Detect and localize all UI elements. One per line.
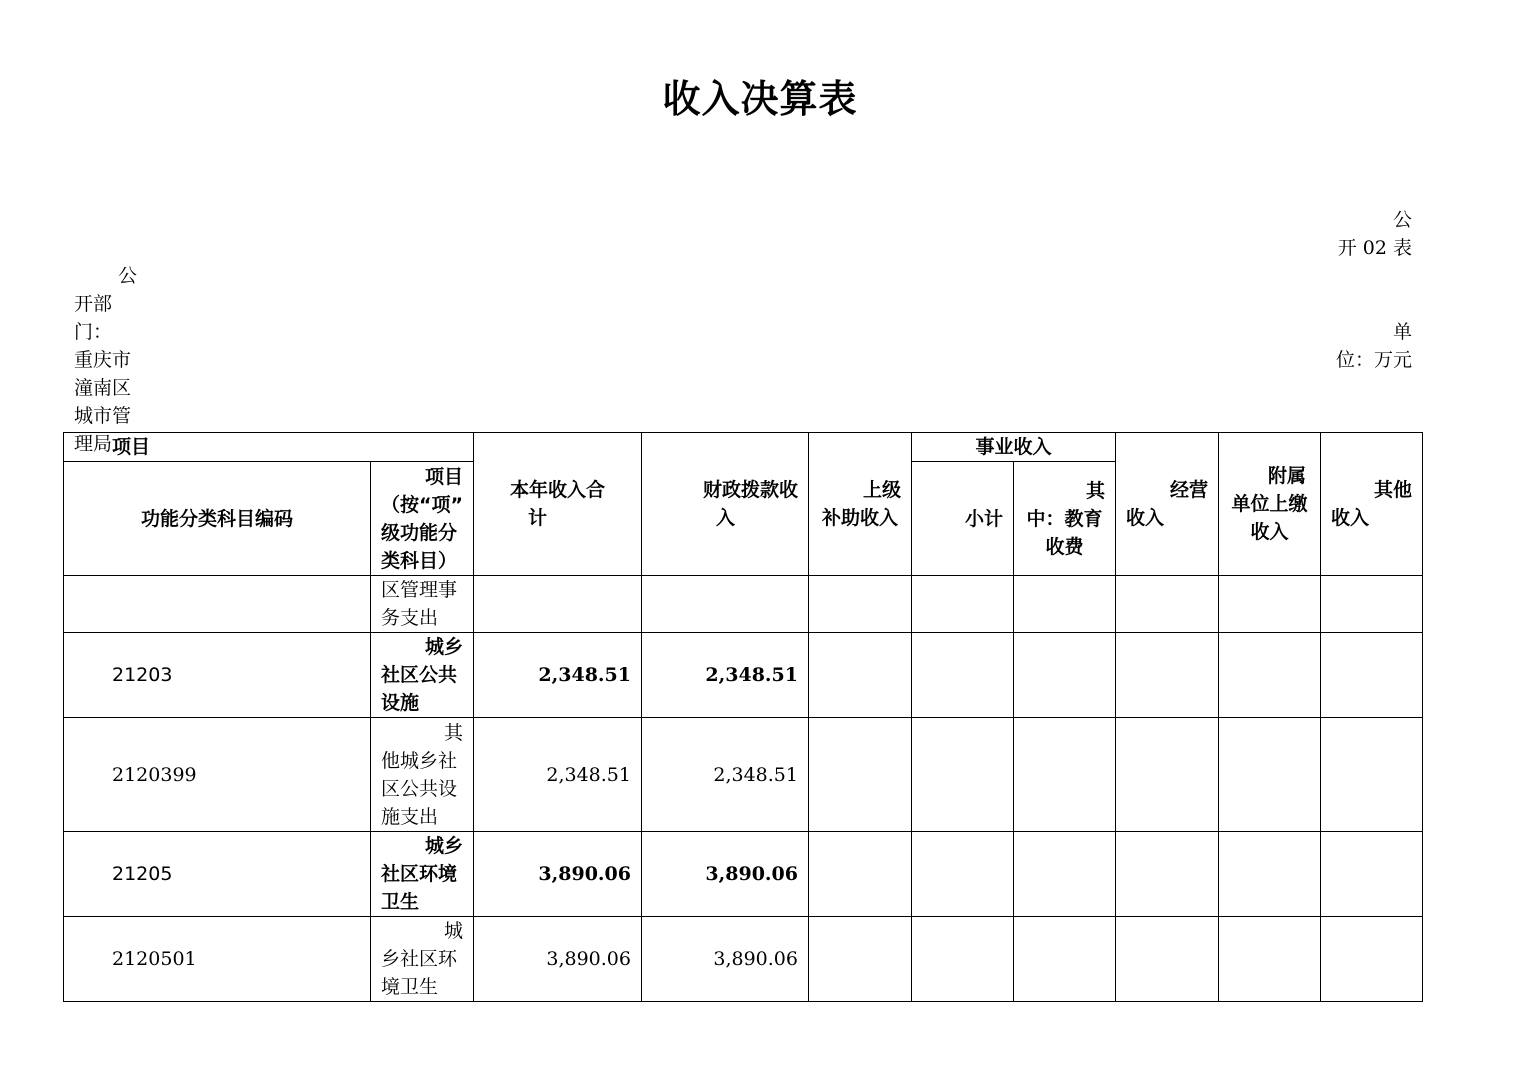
empty-cell bbox=[911, 633, 1013, 718]
empty-cell bbox=[1218, 832, 1320, 917]
row-code: 21203 bbox=[64, 633, 371, 718]
name-line: 城乡 bbox=[424, 636, 463, 658]
header-line: 收入 bbox=[1125, 507, 1164, 529]
name-line: 卫生 bbox=[381, 891, 420, 913]
header-total bbox=[473, 433, 641, 576]
header-line: 单位上缴 bbox=[1231, 493, 1308, 515]
row-fiscal: 3,890.06 bbox=[641, 917, 808, 1002]
empty-cell bbox=[911, 718, 1013, 832]
row-code: 2120501 bbox=[64, 917, 371, 1002]
table-row bbox=[64, 718, 1423, 832]
name-line: 乡社区环 bbox=[381, 948, 458, 970]
form-number-line: 开 02 表 bbox=[1337, 237, 1412, 259]
name-line: 社区公共 bbox=[381, 664, 458, 686]
header-subtotal: 小计 bbox=[911, 462, 1013, 576]
row-code: 2120399 bbox=[64, 718, 371, 832]
header-affiliated bbox=[1218, 433, 1320, 576]
empty-cell bbox=[911, 832, 1013, 917]
table-row bbox=[64, 832, 1423, 917]
header-project-name bbox=[371, 462, 474, 576]
empty-cell bbox=[1320, 633, 1422, 718]
department-line: 公 bbox=[118, 265, 138, 287]
header-line: 收费 bbox=[1045, 535, 1084, 558]
name-line: 其 bbox=[443, 721, 463, 744]
empty-cell bbox=[1115, 917, 1218, 1002]
row-total: 3,890.06 bbox=[473, 917, 641, 1002]
empty-cell bbox=[1320, 917, 1422, 1002]
name-line: 城乡 bbox=[424, 835, 463, 857]
header-line: 中：教育 bbox=[1026, 507, 1103, 530]
empty-cell bbox=[1218, 718, 1320, 832]
header-other bbox=[1320, 433, 1422, 576]
header-line: （按“项” bbox=[381, 493, 463, 516]
name-line: 城 bbox=[443, 920, 463, 942]
header-line: 经营 bbox=[1169, 479, 1208, 501]
name-line: 区公共设 bbox=[381, 777, 458, 800]
header-line: 本年收入合 bbox=[509, 479, 605, 501]
header-operating bbox=[1115, 433, 1218, 576]
empty-cell bbox=[1320, 832, 1422, 917]
department-line: 重庆市 bbox=[74, 349, 132, 371]
row-fiscal bbox=[641, 576, 808, 633]
empty-cell bbox=[1115, 633, 1218, 718]
empty-cell bbox=[1013, 633, 1115, 718]
row-name bbox=[371, 633, 474, 718]
empty-cell bbox=[911, 917, 1013, 1002]
name-line: 区管理事 bbox=[381, 579, 458, 601]
row-name bbox=[371, 718, 474, 832]
header-line: 上级 bbox=[862, 479, 901, 501]
department-line: 城市管 bbox=[74, 405, 132, 427]
row-total bbox=[473, 576, 641, 633]
table-row bbox=[64, 917, 1423, 1002]
header-fiscal bbox=[641, 433, 808, 576]
row-name bbox=[371, 917, 474, 1002]
header-line: 财政拨款收 bbox=[702, 479, 798, 501]
name-line: 务支出 bbox=[381, 607, 439, 629]
header-line: 其 bbox=[1085, 479, 1105, 502]
empty-cell bbox=[808, 576, 911, 633]
department-line: 开部门： bbox=[74, 293, 113, 343]
header-business: 事业收入 bbox=[911, 433, 1115, 462]
empty-cell bbox=[1115, 832, 1218, 917]
empty-cell bbox=[808, 633, 911, 718]
header-line: 附属 bbox=[1267, 465, 1306, 487]
row-total: 2,348.51 bbox=[473, 718, 641, 832]
department-line: 潼南区 bbox=[74, 377, 132, 399]
department-label bbox=[74, 262, 144, 458]
header-line: 补助收入 bbox=[821, 507, 898, 529]
header-line: 类科目） bbox=[381, 549, 458, 572]
header-line: 收入 bbox=[1330, 507, 1369, 529]
empty-cell bbox=[808, 832, 911, 917]
row-total: 3,890.06 bbox=[473, 832, 641, 917]
empty-cell bbox=[808, 917, 911, 1002]
table-row bbox=[64, 576, 1423, 633]
empty-cell bbox=[1013, 718, 1115, 832]
income-table bbox=[63, 432, 1423, 1002]
empty-cell bbox=[1115, 576, 1218, 633]
empty-cell bbox=[1115, 718, 1218, 832]
unit-line: 单 bbox=[1392, 321, 1412, 343]
name-line: 他城乡社 bbox=[381, 749, 458, 772]
department-line: 理局 bbox=[74, 433, 113, 455]
row-total: 2,348.51 bbox=[473, 633, 641, 718]
row-fiscal: 2,348.51 bbox=[641, 718, 808, 832]
header-line: 级功能分 bbox=[381, 521, 458, 544]
empty-cell bbox=[1218, 917, 1320, 1002]
empty-cell bbox=[1013, 576, 1115, 633]
row-code: 21205 bbox=[64, 832, 371, 917]
row-fiscal: 3,890.06 bbox=[641, 832, 808, 917]
empty-cell bbox=[1320, 576, 1422, 633]
name-line: 社区环境 bbox=[381, 863, 458, 885]
form-number bbox=[1338, 206, 1412, 262]
header-edu bbox=[1013, 462, 1115, 576]
empty-cell bbox=[911, 576, 1013, 633]
header-project: 项目 bbox=[64, 433, 474, 462]
unit-label bbox=[1336, 318, 1412, 374]
empty-cell bbox=[1013, 917, 1115, 1002]
page-title: 收入决算表 bbox=[662, 77, 858, 121]
table-row bbox=[64, 633, 1423, 718]
header-line: 项目 bbox=[424, 465, 463, 488]
row-name bbox=[371, 576, 474, 633]
header-func-code: 功能分类科目编码 bbox=[64, 462, 371, 576]
empty-cell bbox=[1013, 832, 1115, 917]
row-fiscal: 2,348.51 bbox=[641, 633, 808, 718]
header-superior bbox=[808, 433, 911, 576]
unit-line: 位：万元 bbox=[1335, 349, 1412, 371]
header-line: 计 bbox=[527, 507, 547, 529]
empty-cell bbox=[808, 718, 911, 832]
header-line: 其他 bbox=[1373, 479, 1412, 501]
name-line: 境卫生 bbox=[381, 976, 439, 998]
header-line: 收入 bbox=[1250, 521, 1289, 543]
form-number-line: 公 bbox=[1392, 209, 1412, 231]
row-name bbox=[371, 832, 474, 917]
header-line: 入 bbox=[715, 507, 735, 529]
name-line: 施支出 bbox=[381, 805, 439, 828]
empty-cell bbox=[1320, 718, 1422, 832]
empty-cell bbox=[1218, 633, 1320, 718]
name-line: 设施 bbox=[381, 692, 420, 714]
row-code bbox=[64, 576, 371, 633]
empty-cell bbox=[1218, 576, 1320, 633]
